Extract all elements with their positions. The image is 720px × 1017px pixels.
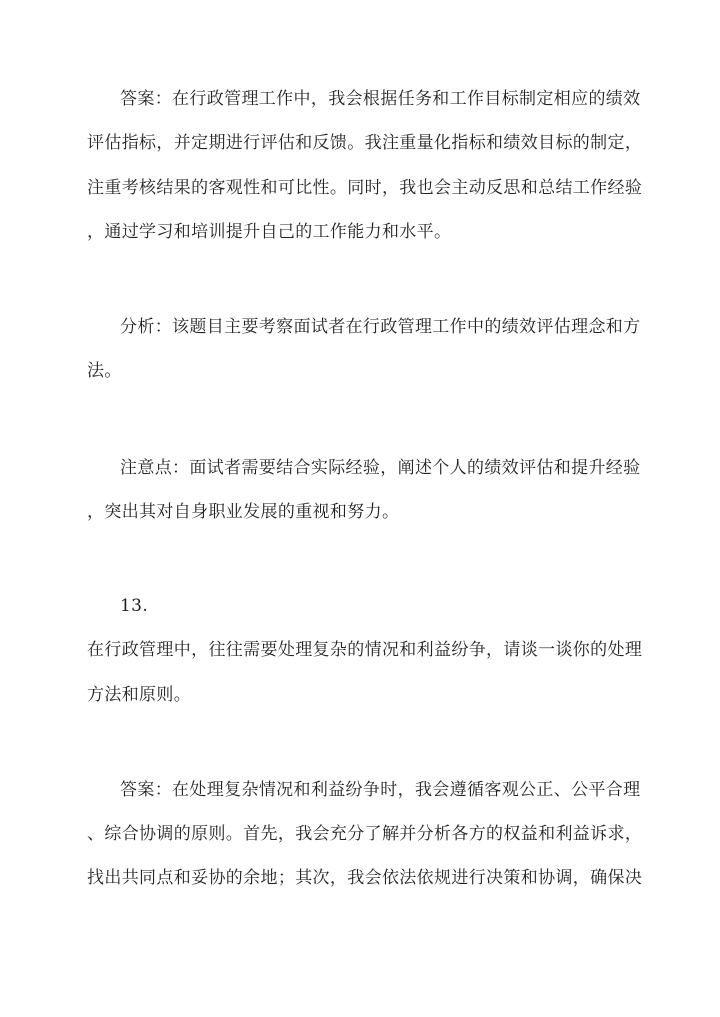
answer-13-line-3: 找出共同点和妥协的余地；其次，我会依法依规进行决策和协调，确保决: [87, 868, 643, 888]
answer-12-line-3: 注重考核结果的客观性和可比性。同时，我也会主动反思和总结工作经验: [87, 178, 643, 198]
analysis-12-line-1: 分析：该题目主要考察面试者在行政管理工作中的绩效评估理念和方: [120, 317, 641, 337]
question-13-line-2: 方法和原则。: [87, 685, 192, 705]
answer-12-line-1: 答案：在行政管理工作中，我会根据任务和工作目标制定相应的绩效: [120, 89, 641, 109]
question-13-number: 13.: [120, 596, 149, 616]
answer-12-line-2: 评估指标，并定期进行评估和反馈。我注重量化指标和绩效目标的制定，: [87, 133, 643, 153]
analysis-12-line-2: 法。: [87, 361, 122, 381]
answer-13-line-2: 、综合协调的原则。首先，我会充分了解并分析各方的权益和利益诉求，: [87, 824, 643, 844]
answer-12-line-4: ，通过学习和培训提升自己的工作能力和水平。: [87, 222, 452, 242]
question-13-line-1: 在行政管理中，往往需要处理复杂的情况和利益纷争，请谈一谈你的处理: [87, 640, 643, 660]
notes-12-line-1: 注意点：面试者需要结合实际经验，阐述个人的绩效评估和提升经验: [120, 458, 641, 478]
answer-13-line-1: 答案：在处理复杂情况和利益纷争时，我会遵循客观公正、公平合理: [120, 780, 641, 800]
notes-12-line-2: ，突出其对自身职业发展的重视和努力。: [87, 502, 400, 522]
